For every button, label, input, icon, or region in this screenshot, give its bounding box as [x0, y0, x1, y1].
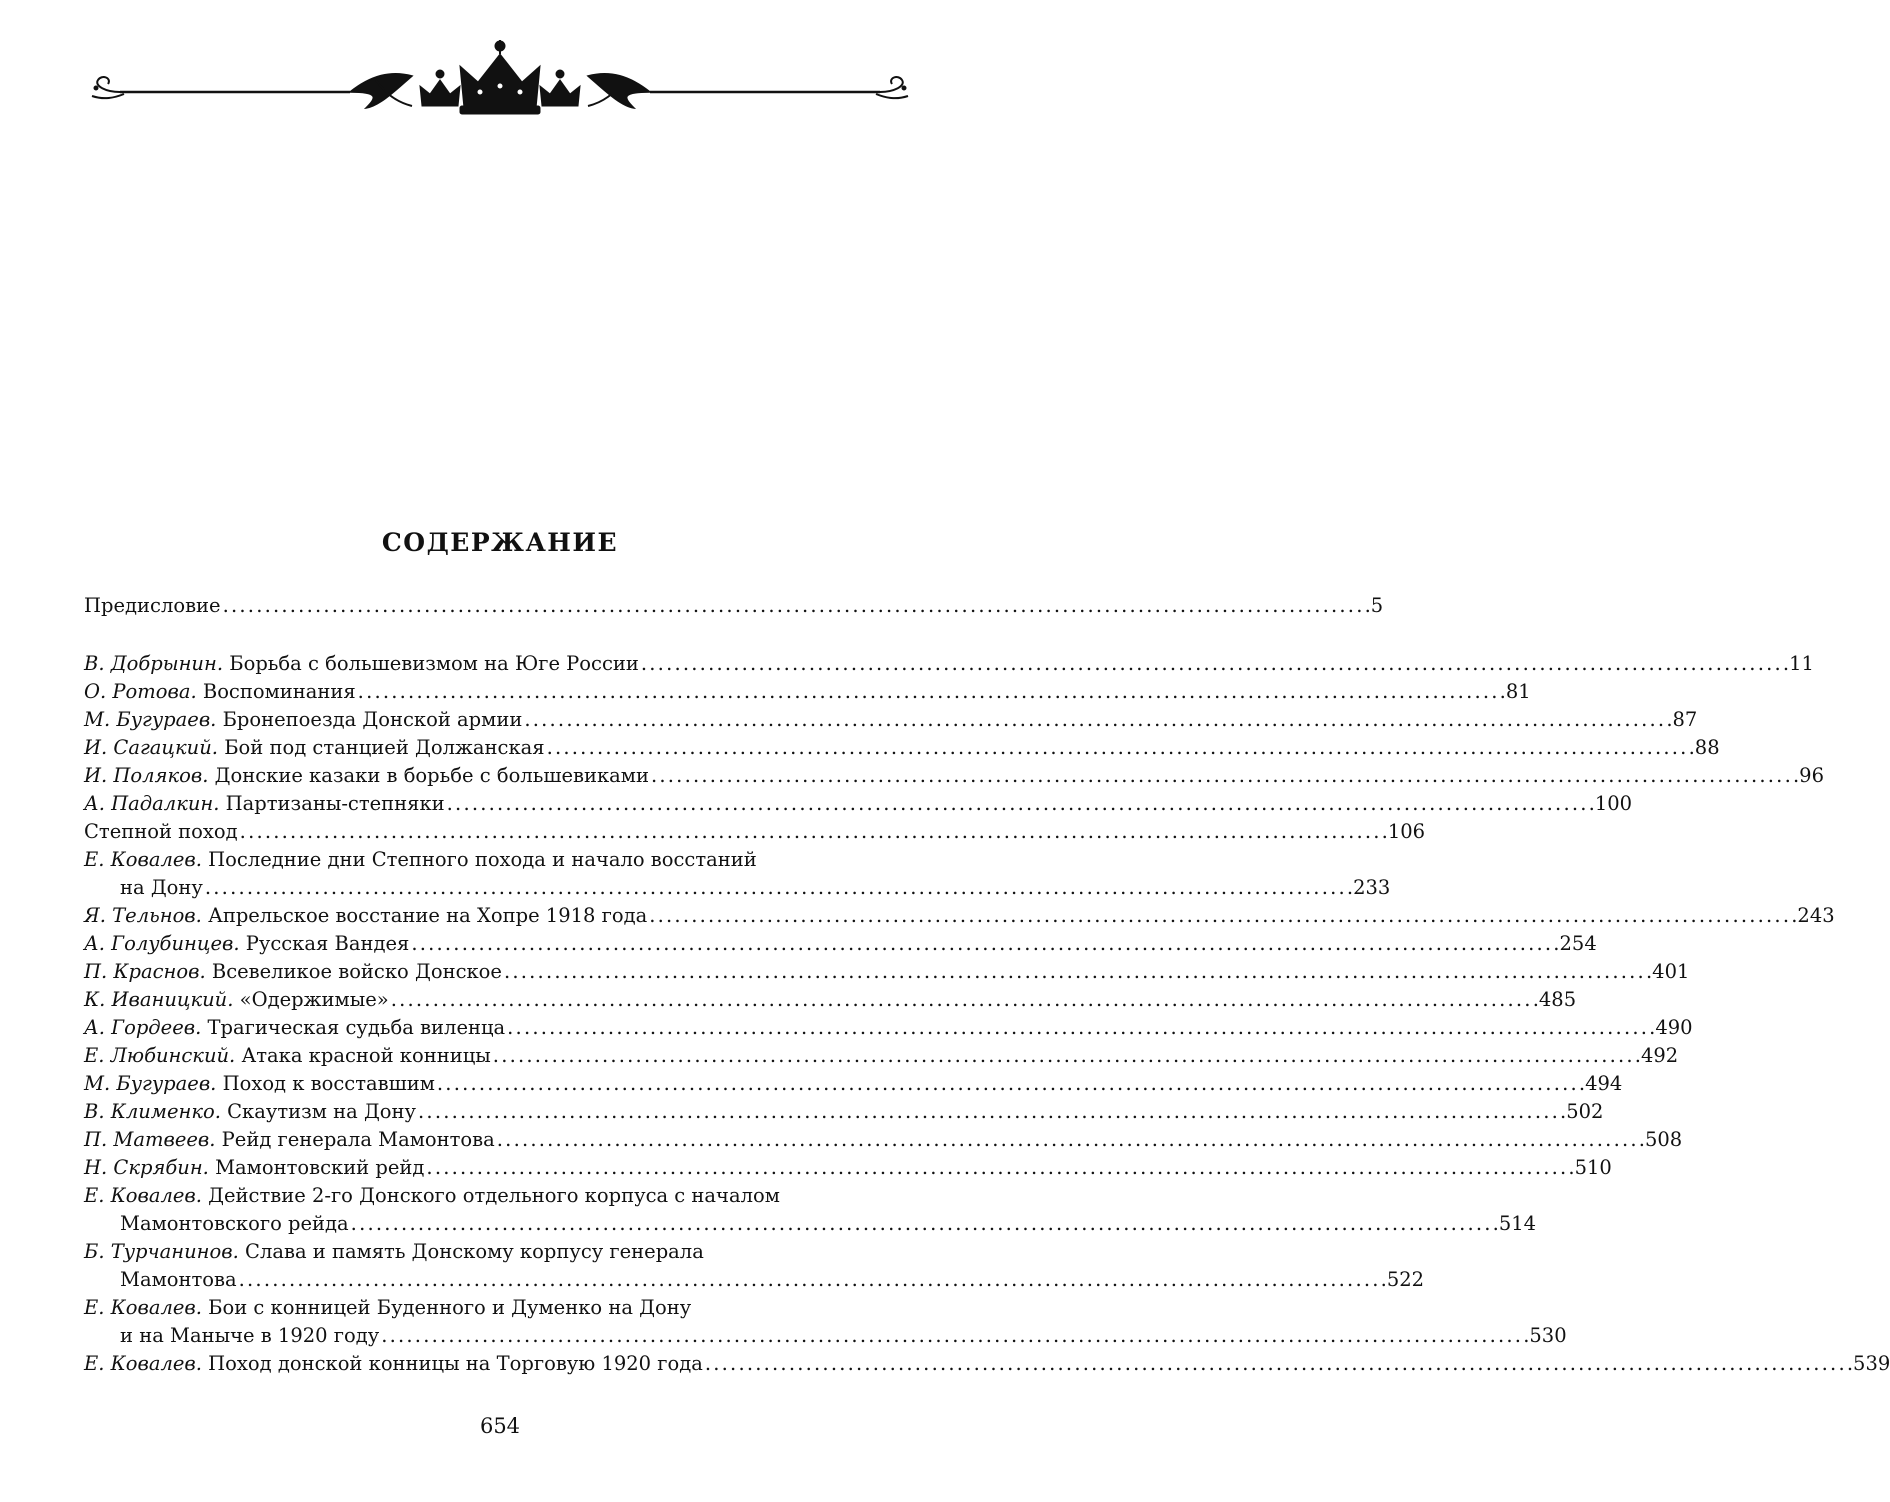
dot-leader [651, 762, 1797, 790]
toc-page-number: 233 [1353, 876, 1391, 899]
dot-leader [497, 1126, 1643, 1154]
toc-entry-title: Предисловие [84, 594, 221, 617]
toc-entry[interactable] [84, 1350, 1890, 1378]
dot-leader [239, 1266, 1385, 1294]
toc-entry[interactable] [84, 958, 1690, 986]
dot-leader [504, 958, 1650, 986]
dot-leader [205, 874, 1351, 902]
dot-leader [447, 790, 1593, 818]
section-gap [84, 620, 918, 650]
toc-page-number: 530 [1529, 1324, 1567, 1347]
toc-entry-title: Поход донской конницы на Торговую 1920 года [208, 1352, 703, 1375]
toc-page-number: 254 [1559, 932, 1597, 955]
toc-entry[interactable] [84, 1182, 1537, 1238]
toc-entry-title: Последние дни Степного похода и начало восстаний [208, 848, 757, 871]
toc-entry-title: Поход к восставшим [222, 1072, 435, 1095]
toc-entry-preface[interactable] [84, 592, 1384, 620]
toc-entry-title: и на Маныче в 1920 году [120, 1324, 380, 1347]
toc-entry[interactable] [84, 1098, 1604, 1126]
toc-entry-author: П. Матвеев. [84, 1128, 216, 1151]
toc-entry-title: Рейд генерала Мамонтова [221, 1128, 495, 1151]
toc-entry-author: А. Падалкин. [84, 792, 220, 815]
toc-entry-author: Е. Любинский. [84, 1044, 236, 1067]
toc-entry-author: М. Бугураев. [84, 1072, 217, 1095]
toc-entry-author: Н. Скрябин. [84, 1156, 209, 1179]
toc-entry-title: Партизаны-степняки [225, 792, 445, 815]
toc-entry-title: Русская Вандея [245, 932, 410, 955]
toc-entry-author: В. Добрынин. [84, 652, 224, 675]
toc-entry-title: Трагическая судьба виленца [207, 1016, 506, 1039]
toc-entry-title: Бронепоезда Донской армии [222, 708, 523, 731]
toc-entry-author: К. Иваницкий. [84, 988, 234, 1011]
toc-entry-author: М. Бугураев. [84, 708, 217, 731]
toc-page-number: 492 [1640, 1044, 1679, 1067]
dot-leader [493, 1042, 1639, 1070]
toc-entry[interactable] [84, 1294, 1567, 1350]
toc-entry[interactable] [84, 1070, 1623, 1098]
dot-leader [437, 1070, 1583, 1098]
toc-entry-author: Е. Ковалев. [84, 1296, 202, 1319]
toc-entry-title: Атака красной конницы [241, 1044, 491, 1067]
dot-leader [641, 650, 1787, 678]
page-title: СОДЕРЖАНИЕ [381, 528, 619, 557]
dot-leader [418, 1098, 1564, 1126]
toc-entry-title: Апрельское восстание на Хопре 1918 года [208, 904, 648, 927]
toc-page-number: 522 [1386, 1268, 1425, 1291]
toc-page-number: 539 [1853, 1352, 1890, 1375]
toc-page-number: 11 [1789, 652, 1814, 675]
toc-entry-title: Всевеликое войско Донское [211, 960, 502, 983]
toc-entry-title: Степной поход [84, 820, 238, 843]
toc-entry[interactable] [84, 762, 1824, 790]
toc-entry-author: Е. Ковалев. [84, 848, 202, 871]
toc-entry-author: О. Ротова. [84, 680, 197, 703]
toc-page-number: 514 [1498, 1212, 1537, 1235]
toc-entry[interactable] [84, 986, 1577, 1014]
toc-entry-author: В. Клименко. [84, 1100, 221, 1123]
toc-entry-author: Е. Ковалев. [84, 1352, 202, 1375]
toc-entry-title: Донские казаки в борьбе с большевиками [214, 764, 649, 787]
dot-leader [351, 1210, 1497, 1238]
toc-entry[interactable] [84, 790, 1633, 818]
dot-leader [391, 986, 1537, 1014]
toc-entry-author: Б. Турчанинов. [84, 1240, 239, 1263]
toc-entry-author: Е. Ковалев. [84, 1184, 202, 1207]
toc-page-number: 485 [1538, 988, 1577, 1011]
toc-page-number: 510 [1574, 1156, 1612, 1179]
dot-leader [223, 592, 1369, 620]
toc-entry[interactable] [84, 818, 1426, 846]
dot-leader [524, 706, 1670, 734]
toc-entry[interactable] [84, 734, 1720, 762]
toc-entry[interactable] [84, 1042, 1679, 1070]
page-number: 654 [479, 1414, 521, 1438]
toc-entry-title: Бой под станцией Должанская [224, 736, 545, 759]
toc-entry-title: Бои с конницей Буденного и Думенко на Дону [208, 1296, 692, 1319]
toc-entry[interactable] [84, 706, 1698, 734]
toc-page-number: 401 [1652, 960, 1690, 983]
toc-entry[interactable] [84, 1238, 1425, 1294]
toc-entry[interactable] [84, 846, 1391, 902]
toc-entries [84, 650, 1890, 1378]
toc-entry-title: Мамонтова [120, 1268, 237, 1291]
toc-page-number: 5 [1370, 594, 1384, 617]
toc-entry-title: на Дону [120, 876, 203, 899]
toc-entry-author: И. Поляков. [84, 764, 209, 787]
toc-entry-title: Борьба с большевизмом на Юге России [229, 652, 639, 675]
toc-page-number: 87 [1672, 708, 1698, 731]
toc-entry-title: Мамонтовский рейд [215, 1156, 425, 1179]
toc-entry[interactable] [84, 1126, 1683, 1154]
toc-entry-author: И. Сагацкий. [84, 736, 218, 759]
dot-leader [705, 1350, 1851, 1378]
toc-entry-author: А. Голубинцев. [84, 932, 240, 955]
toc-page-number: 508 [1644, 1128, 1683, 1151]
toc-page-number: 96 [1799, 764, 1824, 787]
toc-entry-author: Я. Тельнов. [84, 904, 202, 927]
toc-entry-title: Мамонтовского рейда [120, 1212, 349, 1235]
toc-entry-author: П. Краснов. [84, 960, 206, 983]
toc-entry[interactable] [84, 650, 1814, 678]
toc-entry[interactable] [84, 1014, 1693, 1042]
toc-entry-title: Скаутизм на Дону [227, 1100, 417, 1123]
dot-leader [411, 930, 1557, 958]
dot-leader [381, 1322, 1527, 1350]
toc-page-number: 243 [1797, 904, 1835, 927]
table-of-contents [84, 592, 1890, 1378]
dot-leader [426, 1154, 1572, 1182]
crown-ornament-icon [80, 36, 920, 126]
toc-page-number: 490 [1655, 1016, 1693, 1039]
toc-page-number: 81 [1505, 680, 1531, 703]
toc-entry-title: «Одержимые» [239, 988, 389, 1011]
toc-entry[interactable] [84, 930, 1597, 958]
toc-entry[interactable] [84, 1154, 1612, 1182]
toc-page-number: 502 [1566, 1100, 1604, 1123]
toc-page-number: 494 [1585, 1072, 1623, 1095]
toc-entry-title: Действие 2-го Донского отдельного корпуса с началом [208, 1184, 780, 1207]
dot-leader [547, 734, 1693, 762]
toc-entry-author: А. Гордеев. [84, 1016, 202, 1039]
toc-page-number: 100 [1594, 792, 1633, 815]
toc-entry-title: Слава и память Донскому корпусу генерала [245, 1240, 704, 1263]
toc-entry[interactable] [84, 902, 1835, 930]
dot-leader [507, 1014, 1653, 1042]
dot-leader [649, 902, 1795, 930]
dot-leader [240, 818, 1386, 846]
toc-entry-title: Воспоминания [202, 680, 356, 703]
dot-leader [358, 678, 1504, 706]
toc-entry[interactable] [84, 678, 1531, 706]
toc-page-number: 88 [1694, 736, 1720, 759]
toc-page-number: 106 [1387, 820, 1426, 843]
